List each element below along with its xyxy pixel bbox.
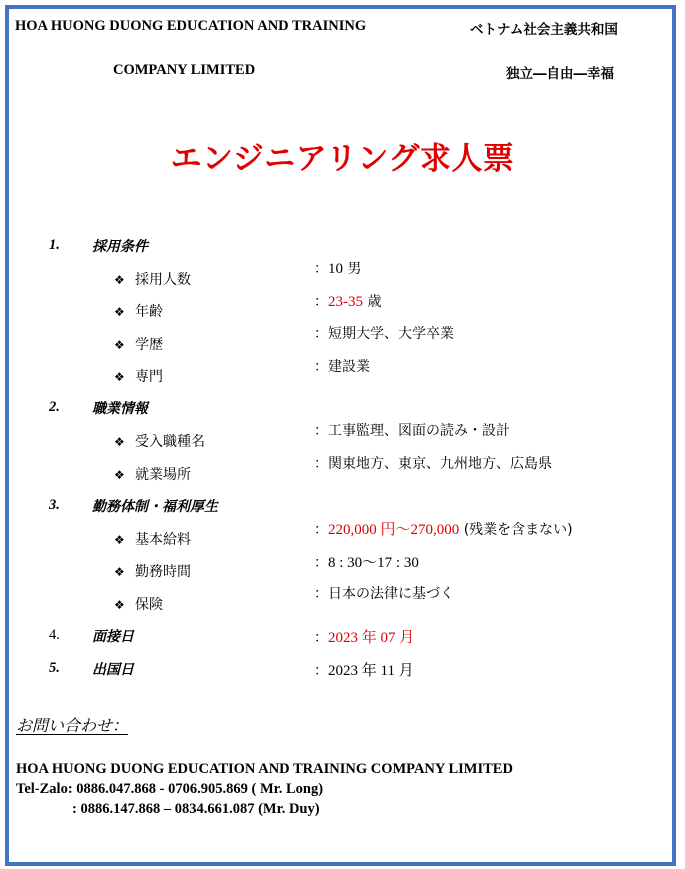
list-item — [114, 269, 191, 289]
section-number: 2. — [49, 399, 60, 415]
section-heading: 職業情報 — [92, 401, 148, 417]
diamond-bullet-icon: ❖ — [114, 370, 125, 384]
item-label: 専門 — [135, 369, 163, 385]
section-heading: 出国日 — [92, 662, 134, 678]
item-value: ：日本の法律に基づく — [314, 586, 454, 602]
item-value: ：220,000 円～270,000 (残業を含まない) — [314, 522, 573, 538]
item-value: ：関東地方、東京、九州地方、広島県 — [314, 456, 552, 472]
diamond-bullet-icon: ❖ — [114, 533, 125, 547]
section-heading: 採用条件 — [92, 239, 148, 255]
section-heading: 勤務体制・福利厚生 — [92, 499, 218, 515]
item-value: ：8 : 30～17 : 30 — [314, 555, 419, 571]
item-label: 年齢 — [135, 304, 163, 320]
list-item — [114, 594, 163, 614]
company-name-line2: COMPANY LIMITED — [113, 62, 256, 78]
item-label: 基本給料 — [135, 532, 191, 548]
item-value: ：短期大学、大学卒業 — [314, 326, 454, 342]
list-item — [114, 561, 191, 581]
item-value: ：23-35 歳 — [314, 294, 382, 310]
diamond-bullet-icon: ❖ — [114, 305, 125, 319]
contact-heading: お問い合わせ： — [16, 716, 129, 735]
section-number: 1. — [49, 237, 60, 253]
item-value: ：10 男 — [314, 261, 362, 277]
item-label: 受入職種名 — [135, 434, 205, 450]
diamond-bullet-icon: ❖ — [114, 338, 125, 352]
page-title: エンジニアリング求人票 — [170, 141, 515, 177]
item-value: ：2023 年 11 月 — [314, 663, 414, 679]
diamond-bullet-icon: ❖ — [114, 273, 125, 287]
list-item — [114, 366, 163, 386]
contact-phone-line1: Tel-Zalo: 0886.047.868 - 0706.905.869 ( Mr. Long) — [16, 781, 324, 797]
diamond-bullet-icon: ❖ — [114, 598, 125, 612]
section-heading: 面接日 — [92, 629, 134, 645]
company-name-line1: HOA HUONG DUONG EDUCATION AND TRAINING — [15, 18, 367, 34]
country-name: ベトナム社会主義共和国 — [470, 22, 618, 38]
diamond-bullet-icon: ❖ — [114, 468, 125, 482]
section-number: 3. — [49, 497, 60, 513]
item-value: ：工事監理、図面の読み・設計 — [314, 423, 510, 439]
item-label: 就業場所 — [135, 467, 191, 483]
item-value: ：2023 年 07 月 — [314, 630, 415, 646]
section-number: 5. — [49, 660, 60, 676]
contact-phone-line2: : 0886.147.868 – 0834.661.087 (Mr. Duy) — [72, 801, 320, 817]
item-label: 勤務時間 — [135, 564, 191, 580]
country-motto: 独立―自由―幸福 — [506, 66, 614, 82]
diamond-bullet-icon: ❖ — [114, 565, 125, 579]
list-item — [114, 334, 163, 354]
item-value: ：建設業 — [314, 359, 370, 375]
list-item — [114, 431, 205, 451]
section-number: 4. — [49, 627, 60, 643]
contact-company: HOA HUONG DUONG EDUCATION AND TRAINING COMPANY LIMITED — [16, 761, 513, 777]
list-item — [114, 301, 163, 321]
item-label: 学歴 — [135, 337, 163, 353]
list-item — [114, 529, 191, 549]
item-label: 保険 — [135, 597, 163, 613]
item-label: 採用人数 — [135, 272, 191, 288]
diamond-bullet-icon: ❖ — [114, 435, 125, 449]
list-item — [114, 464, 191, 484]
